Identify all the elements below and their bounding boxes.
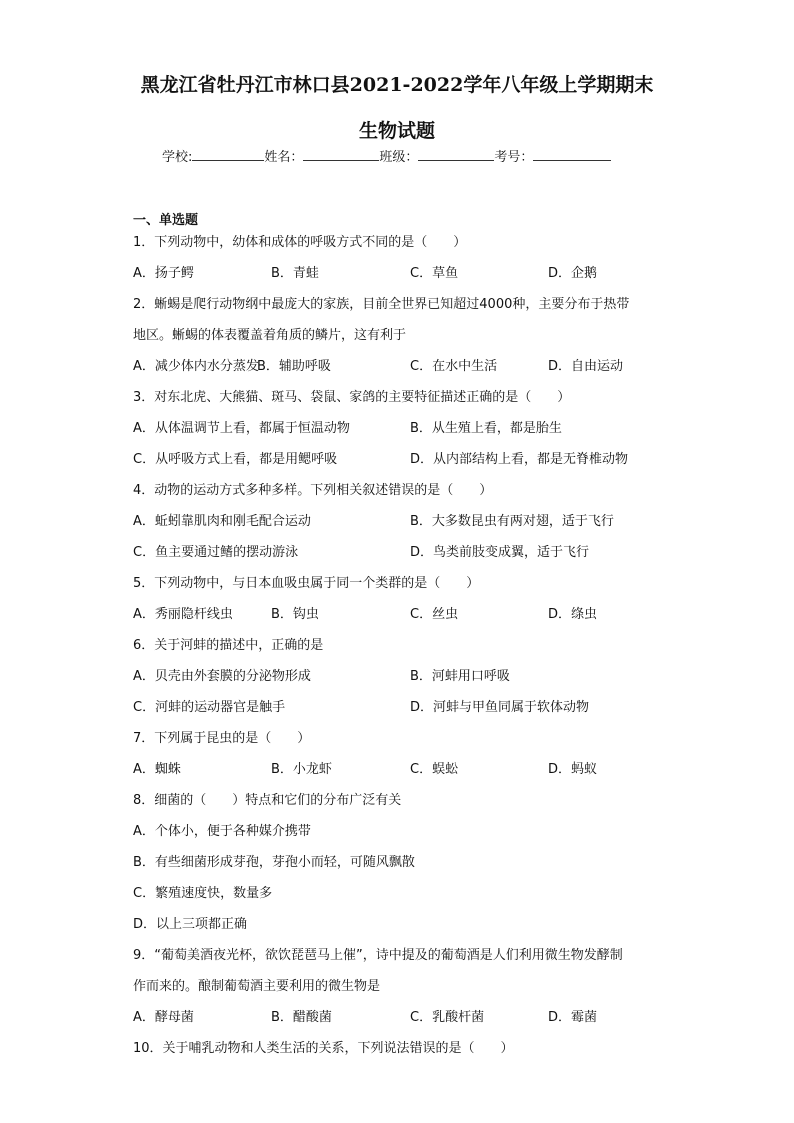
option: D．霉菌 — [548, 1010, 598, 1025]
option: A．蜘蛛 — [133, 762, 181, 777]
option: A．酵母菌 — [133, 1010, 194, 1025]
school-blank[interactable] — [192, 148, 264, 161]
option: D．企鹅 — [548, 266, 598, 281]
name-label: 姓名： — [264, 150, 304, 165]
question-text: 4．动物的运动方式多种多样。下列相关叙述错误的是（ ） — [133, 483, 493, 498]
option-row — [133, 604, 673, 635]
question — [133, 1038, 673, 1069]
question-text: 6．关于河蚌的描述中，正确的是 — [133, 638, 324, 653]
option: A．从体温调节上看，都属于恒温动物 — [133, 421, 350, 436]
student-info-row — [162, 146, 611, 165]
option-row — [133, 697, 673, 728]
option: D．河蚌与甲鱼同属于软体动物 — [410, 700, 590, 715]
question — [133, 480, 673, 573]
question-text-cont: 地区。蜥蜴的体表覆盖着角质的鳞片，这有利于 — [133, 328, 407, 343]
question-text-cont: 作而来的。酿制葡萄酒主要利用的微生物是 — [133, 979, 381, 994]
option: C．河蚌的运动器官是触手 — [133, 700, 286, 715]
option: C．蜈蚣 — [410, 762, 459, 777]
option-row — [133, 511, 673, 542]
option: C．草鱼 — [410, 266, 459, 281]
option: B．青蛙 — [271, 266, 319, 281]
option: D．以上三项都正确 — [133, 917, 248, 932]
question — [133, 945, 673, 1038]
question-text: 10．关于哺乳动物和人类生活的关系，下列说法错误的是（ ） — [133, 1041, 514, 1056]
question-text: 5．下列动物中，与日本血吸虫属于同一个类群的是（ ） — [133, 576, 480, 591]
question-text: 7．下列属于昆虫的是（ ） — [133, 731, 311, 746]
question — [133, 573, 673, 635]
option: C．鱼主要通过鳍的摆动游泳 — [133, 545, 299, 560]
school-label: 学校: — [162, 150, 193, 165]
option: B．从生殖上看，都是胎生 — [410, 421, 562, 436]
option-row — [133, 418, 673, 449]
class-blank[interactable] — [418, 148, 494, 161]
option: B．有些细菌形成芽孢，芽孢小而轻，可随风飘散 — [133, 855, 415, 870]
name-blank[interactable] — [303, 148, 379, 161]
option: D．鸟类前肢变成翼，适于飞行 — [410, 545, 590, 560]
option: C．丝虫 — [410, 607, 459, 622]
question — [133, 232, 673, 294]
number-label: 考号： — [494, 150, 534, 165]
option-row — [133, 1007, 673, 1038]
question-list — [133, 232, 673, 1069]
option-row — [133, 666, 673, 697]
option: A．扬子鳄 — [133, 266, 194, 281]
question — [133, 728, 673, 790]
question — [133, 294, 673, 387]
option: A．蚯蚓靠肌肉和刚毛配合运动 — [133, 514, 311, 529]
exam-subtitle: 生物试题 — [358, 120, 435, 142]
option: A．贝壳由外套膜的分泌物形成 — [133, 669, 311, 684]
question-text: 2．蜥蜴是爬行动物纲中最庞大的家族，目前全世界已知超过4000种，主要分布于热带 — [133, 297, 630, 312]
option-row — [133, 759, 673, 790]
class-label: 班级： — [379, 150, 419, 165]
option: A．秀丽隐杆线虫 — [133, 607, 233, 622]
option: C．繁殖速度快，数量多 — [133, 886, 273, 901]
question-text: 9．“葡萄美酒夜光杯，欲饮琵琶马上催”，诗中提及的葡萄酒是人们利用微生物发酵制 — [133, 948, 623, 963]
option: B．小龙虾 — [271, 762, 332, 777]
option: C．乳酸杆菌 — [410, 1010, 485, 1025]
option: A．个体小，便于各种媒介携带 — [133, 824, 311, 839]
option-row — [133, 449, 673, 480]
option: B．钩虫 — [271, 607, 319, 622]
option: C．从呼吸方式上看，都是用鳃呼吸 — [133, 452, 338, 467]
option: C．在水中生活 — [410, 359, 498, 374]
option: D．绦虫 — [548, 607, 598, 622]
section-heading: 一、单选题 — [133, 213, 199, 228]
option: D．蚂蚁 — [548, 762, 598, 777]
option: B．河蚌用口呼吸 — [410, 669, 510, 684]
option: B．大多数昆虫有两对翅，适于飞行 — [410, 514, 614, 529]
option: D．自由运动 — [548, 359, 624, 374]
question-text: 8．细菌的（ ）特点和它们的分布广泛有关 — [133, 793, 402, 808]
question — [133, 635, 673, 728]
exam-title: 黑龙江省牡丹江市林口县2021-2022学年八年级上学期期末 — [140, 74, 654, 96]
option: A．减少体内水分蒸发 — [133, 359, 259, 374]
option: D．从内部结构上看，都是无脊椎动物 — [410, 452, 629, 467]
option-row — [133, 263, 673, 294]
question-text: 1．下列动物中，幼体和成体的呼吸方式不同的是（ ） — [133, 235, 467, 250]
option-row — [133, 356, 673, 387]
question — [133, 387, 673, 480]
option-row — [133, 542, 673, 573]
question — [133, 790, 673, 945]
question-text: 3．对东北虎、大熊猫、斑马、袋鼠、家鸽的主要特征描述正确的是（ ） — [133, 390, 571, 405]
option: B．醋酸菌 — [271, 1010, 332, 1025]
option: B．辅助呼吸 — [257, 359, 331, 374]
number-blank[interactable] — [533, 148, 611, 161]
